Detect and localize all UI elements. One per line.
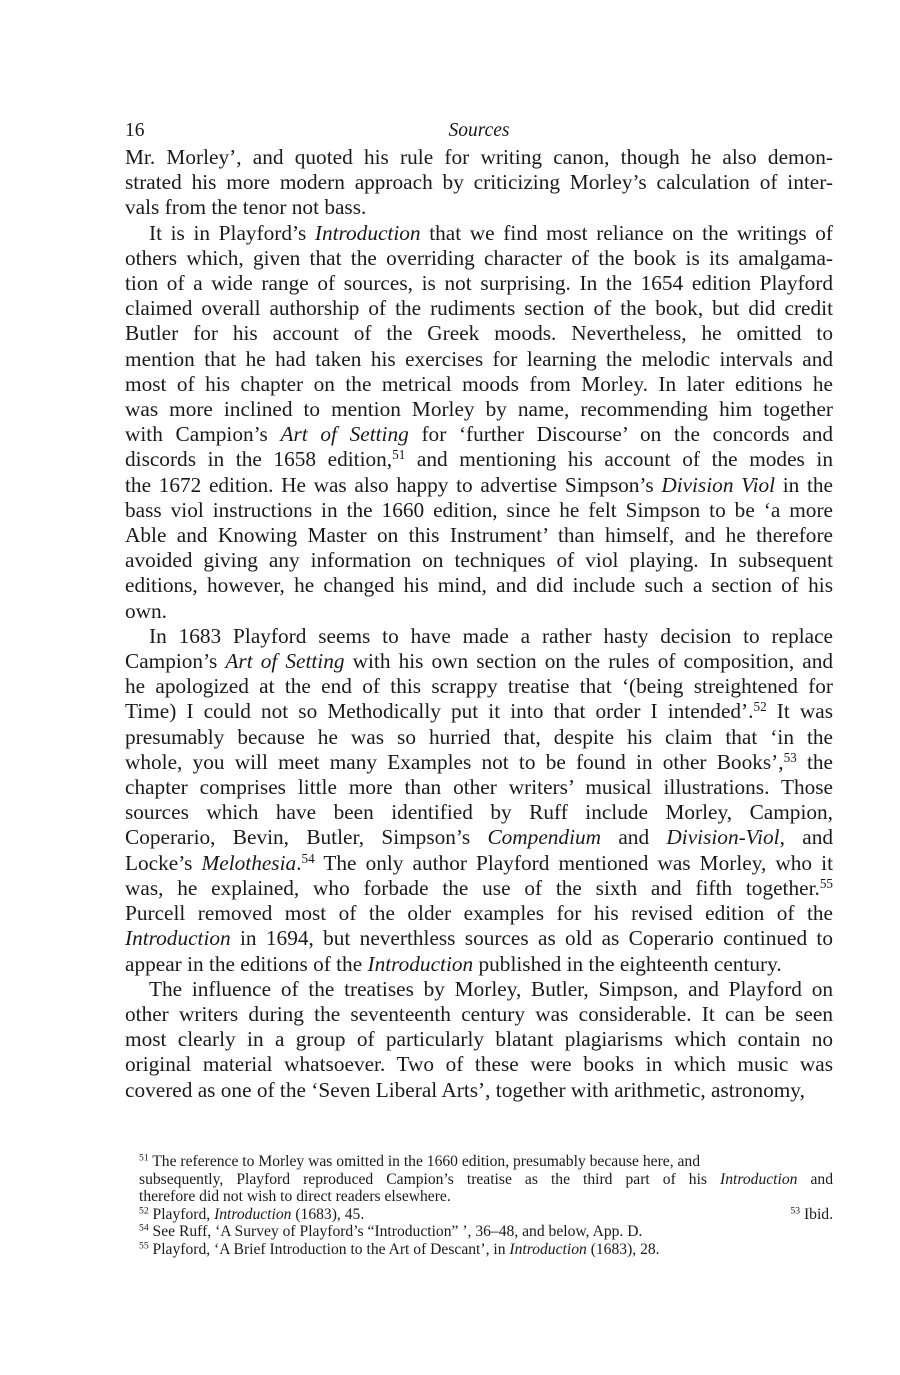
footnote-ref[interactable]: 55 bbox=[819, 875, 833, 891]
footnote-line: The reference to Morley was omitted in the 1660 edition, presumably because here, and bbox=[148, 1153, 701, 1170]
text-line: original material whatsoever. Two of these were books in which music was bbox=[125, 1052, 833, 1077]
text-line: appear in the editions of the Introduction published in the eighteenth century. bbox=[125, 951, 782, 976]
text-line: tion of a wide range of sources, is not surprising. In the 1654 edition Playford bbox=[125, 271, 833, 296]
text-line: Mr. Morley’, and quoted his rule for writing canon, though he also demon- bbox=[125, 145, 833, 169]
italic-title: Introduction bbox=[314, 220, 421, 245]
italic-title: Compendium bbox=[487, 825, 602, 850]
text-line: own. bbox=[125, 598, 168, 623]
footnote-55: $^{55}$ Playford, ‘A Brief Introduction to the Art of Descant’, in Introduction (1683), 28. bbox=[139, 1240, 660, 1258]
text-line: Coperario, Bevin, Butler, Simpson’s Compendium and Division-Viol, and bbox=[125, 825, 833, 850]
body-text bbox=[125, 145, 833, 1103]
text-line: was, he explained, who forbade the use of the sixth and fifth together.$^{55}$ bbox=[125, 875, 833, 900]
footnote-number: 51 bbox=[139, 1152, 149, 1164]
text-line: presumably because he was so hurried that, despite his claim that ‘in the bbox=[125, 724, 833, 749]
text-line: Purcell removed most of the older examples for his revised edition of the bbox=[125, 901, 833, 926]
footnote-number: 55 bbox=[139, 1240, 149, 1252]
text-line: Butler for his account of the Greek moods. Nevertheless, he omitted to bbox=[125, 321, 833, 346]
text-line: The influence of the treatises by Morley, Butler, Simpson, and Playford on bbox=[149, 976, 833, 1001]
footnote-51 bbox=[125, 1153, 833, 1206]
page-number: 16 bbox=[125, 120, 145, 141]
italic-title: Melothesia bbox=[201, 850, 297, 875]
paragraph bbox=[125, 145, 833, 221]
footnote-ref[interactable]: 54 bbox=[301, 850, 315, 866]
running-head bbox=[125, 117, 833, 145]
footnote-line: therefore did not wish to direct readers elsewhere. bbox=[139, 1188, 451, 1206]
text-line: claimed overall authorship of the rudiments section of the book, but did credit bbox=[125, 296, 833, 321]
footnote-ref[interactable]: 52 bbox=[753, 699, 767, 715]
text-line: chapter comprises little more than other writers’ musical illustrations. Those bbox=[125, 775, 833, 800]
text-line: avoided giving any information on techniques of viol playing. In subsequent bbox=[125, 548, 833, 573]
footnote-53: $^{53}$ Ibid. bbox=[790, 1205, 833, 1223]
italic-title: Introduction bbox=[125, 926, 231, 951]
italic-title: Introduction bbox=[509, 1240, 587, 1258]
running-title: Sources bbox=[448, 120, 510, 141]
text-line: In 1683 Playford seems to have made a rather hasty decision to replace bbox=[149, 623, 833, 648]
footnote-number: 52 bbox=[139, 1205, 149, 1217]
text-line: he apologized at the end of this scrappy treatise that ‘(being streightened for bbox=[125, 674, 833, 699]
text-line: Locke’s Melothesia.$^{54}$ The only author Playford mentioned was Morley, who it bbox=[125, 850, 833, 875]
italic-title: Introduction bbox=[720, 1170, 798, 1188]
paragraph bbox=[125, 221, 833, 624]
footnote-ref[interactable]: 53 bbox=[783, 749, 797, 765]
footnote-row-52-53 bbox=[125, 1206, 833, 1224]
text-line: was more inclined to mention Morley by name, recommending him together bbox=[125, 397, 833, 422]
text-line: Introduction in 1694, but neverthless sources as old as Coperario continued to bbox=[125, 926, 833, 951]
text-line: strated his more modern approach by criticizing Morley’s calculation of inter- bbox=[125, 170, 833, 195]
text-line: the 1672 edition. He was also happy to advertise Simpson’s Division Viol in the bbox=[125, 472, 834, 497]
text-line: most of his chapter on the metrical moods from Morley. In later editions he bbox=[125, 371, 833, 396]
footnote-number: 53 bbox=[790, 1205, 801, 1217]
text-line: covered as one of the ‘Seven Liberal Arts’, together with arithmetic, astronomy, bbox=[125, 1077, 805, 1102]
text-line: other writers during the seventeenth century was considerable. It can be seen bbox=[125, 1001, 833, 1026]
text-line: Campion’s Art of Setting with his own section on the rules of composition, and bbox=[125, 649, 833, 674]
footnote-line: subsequently, Playford reproduced Campion’s treatise as the third part of his Introduction and bbox=[139, 1170, 833, 1188]
paragraph bbox=[125, 624, 833, 977]
italic-title: Art of Setting bbox=[280, 422, 409, 447]
text-line: sources which have been identified by Ruff include Morley, Campion, bbox=[125, 800, 833, 825]
text-line: Time) I could not so Methodically put it into that order I intended’.$^{52}$ It was bbox=[125, 699, 833, 724]
paragraph bbox=[125, 977, 833, 1103]
footnote-number: 54 bbox=[139, 1223, 149, 1235]
text-line: Able and Knowing Master on this Instrument’ than himself, and he therefore bbox=[125, 523, 833, 548]
text-line: discords in the 1658 edition,$^{51}$ and mentioning his account of the modes in bbox=[125, 447, 833, 472]
text-line: with Campion’s Art of Setting for ‘further Discourse’ on the concords and bbox=[125, 422, 833, 447]
footnotes bbox=[125, 1153, 833, 1259]
text-line: It is in Playford’s Introduction that we find most reliance on the writings of bbox=[149, 220, 834, 245]
text-line: bass viol instructions in the 1660 edition, since he felt Simpson to be ‘a more bbox=[125, 497, 833, 522]
page bbox=[125, 117, 833, 1103]
italic-title: Art of Setting bbox=[225, 649, 345, 674]
text-line: mention that he had taken his exercises for learning the melodic intervals and bbox=[125, 346, 833, 371]
text-line: vals from the tenor not bass. bbox=[125, 195, 367, 220]
italic-title: Introduction bbox=[367, 951, 474, 976]
italic-title: Division Viol bbox=[661, 472, 776, 497]
footnote-54: $^{54}$ See Ruff, ‘A Survey of Playford’s “Introduction” ’, 36–48, and below, App. D. bbox=[139, 1223, 643, 1241]
footnote-ref[interactable]: 51 bbox=[392, 447, 406, 463]
italic-title: Division-Viol bbox=[666, 825, 780, 850]
text-line: others which, given that the overriding character of the book is its amalgama- bbox=[125, 245, 833, 270]
italic-title: Introduction bbox=[214, 1205, 292, 1223]
text-line: editions, however, he changed his mind, and did include such a section of his bbox=[125, 573, 833, 598]
footnote-52: $^{52}$ Playford, Introduction (1683), 45. bbox=[139, 1205, 365, 1223]
text-line: most clearly in a group of particularly blatant plagiarisms which contain no bbox=[125, 1027, 833, 1052]
text-line: whole, you will meet many Examples not to be found in other Books’,$^{53}$ the bbox=[125, 749, 834, 774]
